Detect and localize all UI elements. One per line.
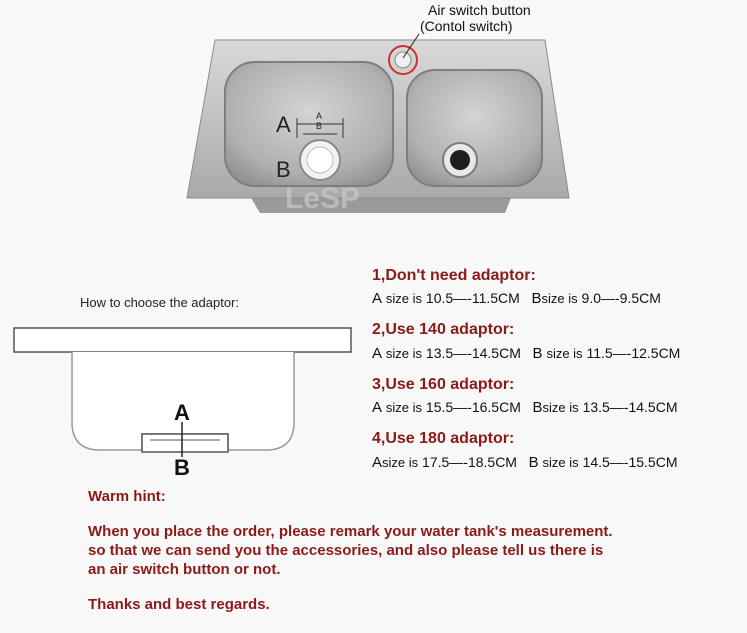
option-3-a-value: 15.5—-16.5CM (425, 399, 521, 415)
option-4-sizes (372, 454, 678, 471)
option-4-b-prefix: B (528, 454, 539, 471)
option-1-heading: 1,Don't need adaptor: (372, 267, 536, 284)
option-4-a-value: 17.5—-18.5CM (422, 454, 517, 470)
option-1-b-mid: size is (541, 291, 578, 306)
option-3-b-value: 13.5—-14.5CM (582, 399, 678, 415)
option-2-b-value: 11.5—-12.5CM (586, 345, 681, 361)
option-1-a-mid: size is (385, 291, 423, 306)
option-3-heading: 3,Use 160 adaptor: (372, 376, 515, 393)
diagram-label-a: A (174, 400, 190, 425)
air-switch-callout-line2: (Contol switch) (420, 18, 513, 34)
option-2-b-prefix: B (532, 345, 543, 362)
thanks-line: Thanks and best regards. (88, 596, 270, 613)
air-switch-callout-line1: Air switch button (428, 2, 531, 18)
option-1-b-prefix: B (531, 290, 542, 307)
callout-pointer-icon (395, 32, 425, 62)
option-3-a-mid: size is (385, 400, 423, 415)
option-2-a-value: 13.5—-14.5CM (425, 345, 521, 361)
option-3-sizes (372, 399, 678, 416)
option-1-a-value: 10.5—-11.5CM (425, 290, 520, 306)
option-2-a-mid: size is (385, 346, 423, 361)
option-2-sizes (372, 345, 680, 362)
option-1-sizes (372, 290, 661, 307)
option-2-heading: 2,Use 140 adaptor: (372, 321, 515, 338)
option-1-b-value: 9.0—-9.5CM (581, 290, 661, 306)
hint-line-2: so that we can send you the accessories, and also please tell us there is (88, 542, 604, 559)
option-3-a-prefix: A (372, 399, 383, 416)
warm-hint-title: Warm hint: (88, 488, 166, 505)
svg-text:LeSP: LeSP (285, 182, 361, 215)
option-4-a-prefix: A (372, 454, 383, 471)
photo-label-b: B (276, 157, 291, 182)
option-4-b-mid: size is (542, 455, 579, 470)
option-4-heading: 4,Use 180 adaptor: (372, 430, 515, 447)
diagram-label-b: B (174, 455, 190, 480)
option-3-b-mid: size is (542, 400, 579, 415)
option-4-b-value: 14.5—-15.5CM (582, 454, 678, 470)
option-3-b-prefix: B (532, 399, 543, 416)
sink-photo (185, 38, 570, 218)
hint-line-3: an air switch button or not. (88, 561, 281, 578)
option-2-b-mid: size is (546, 346, 583, 361)
option-2-a-prefix: A (372, 345, 383, 362)
photo-label-a: A (276, 112, 291, 137)
option-4-a-mid: size is (382, 455, 419, 470)
diagram-title: How to choose the adaptor: (80, 295, 239, 310)
option-1-a-prefix: A (372, 290, 383, 307)
hint-line-1: When you place the order, please remark your water tank's measurement. (88, 523, 613, 540)
photo-mini-a: A (316, 111, 323, 121)
photo-mini-b: B (316, 121, 323, 131)
